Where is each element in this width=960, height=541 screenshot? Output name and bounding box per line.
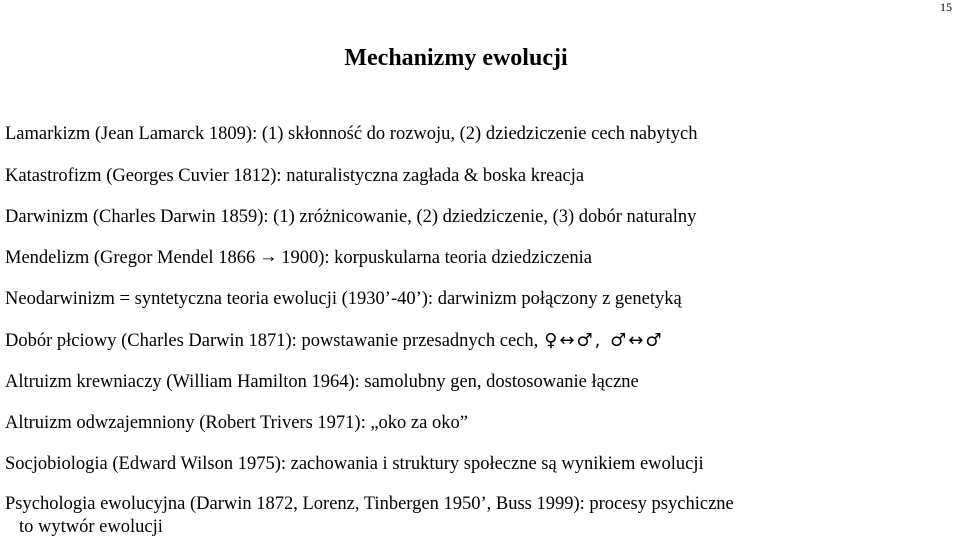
evolutionary-psychology-continuation: to wytwór ewolucji: [19, 517, 163, 537]
darwinism-line: Darwinizm (Charles Darwin 1859): (1) zróżnicowanie, (2) dziedziczenie, (3) dobór naturalny: [5, 207, 697, 227]
reciprocal-altruism-line: Altruizm odwzajemniony (Robert Trivers 1971): „oko za oko”: [5, 413, 468, 433]
kin-altruism-line: Altruizm krewniaczy (William Hamilton 1964): samolubny gen, dostosowanie łączne: [5, 372, 639, 392]
mendelism-text-end: 1900): korpuskularna teoria dziedziczenia: [281, 248, 592, 268]
lamarckism-line: Lamarkizm (Jean Lamarck 1809): (1) skłonność do rozwoju, (2) dziedziczenie cech nabytych: [5, 124, 698, 144]
page-number: 15: [940, 0, 952, 14]
gender-symbols: ♀↔♂, ♂↔♂: [544, 330, 664, 351]
sexual-selection-line: [5, 330, 663, 352]
right-arrow-icon: →: [258, 247, 278, 267]
evolutionary-psychology-line: Psychologia ewolucyjna (Darwin 1872, Lorenz, Tinbergen 1950’, Buss 1999): procesy psychiczne: [5, 494, 734, 514]
neodarwinism-line: Neodarwinizm = syntetyczna teoria ewolucji (1930’-40’): darwinizm połączony z genetyką: [5, 289, 682, 309]
mendelism-line: [5, 247, 592, 269]
catastrophism-line: Katastrofizm (Georges Cuvier 1812): naturalistyczna zagłada & boska kreacja: [5, 166, 585, 186]
sexual-selection-text: Dobór płciowy (Charles Darwin 1871): powstawanie przesadnych cech,: [5, 331, 539, 351]
sociobiology-line: Socjobiologia (Edward Wilson 1975): zachowania i struktury społeczne są wynikiem ewolucji: [5, 454, 704, 474]
page-title: Mechanizmy ewolucji: [344, 45, 568, 71]
mendelism-text-start: Mendelizm (Gregor Mendel 1866: [5, 248, 256, 268]
